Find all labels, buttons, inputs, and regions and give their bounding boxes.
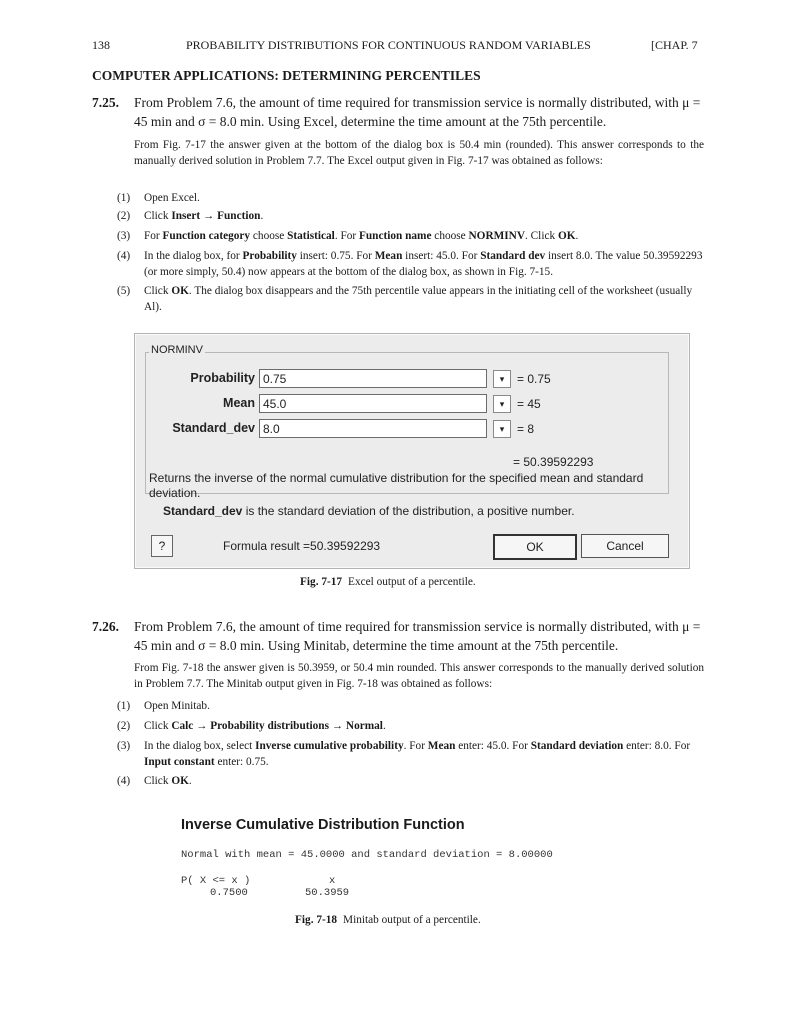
running-title: PROBABILITY DISTRIBUTIONS FOR CONTINUOUS RANDOM VARIABLES bbox=[186, 38, 591, 52]
cancel-button[interactable]: Cancel bbox=[581, 534, 669, 558]
mean-result: = 45 bbox=[517, 397, 541, 411]
page-number: 138 bbox=[92, 38, 110, 52]
problem-statement: From Problem 7.6, the amount of time required for transmission service is normally distributed, with μ = 45 min and σ = 8.0 min. Using Minitab, determine the time amount at the 75th percentile. bbox=[134, 619, 701, 653]
step-item: (2) Click Calc → Probability distributions → Normal. bbox=[117, 720, 386, 732]
argument-description: Standard_dev is the standard deviation of the distribution, a positive number. bbox=[163, 504, 575, 518]
overall-result: = 50.39592293 bbox=[513, 455, 594, 469]
minitab-column-x: x bbox=[329, 875, 336, 887]
step-item: (1) Open Excel. bbox=[117, 192, 200, 204]
step-item: (5) Click OK. The dialog box disappears and the 75th percentile value appears in the initiating cell of the worksheet (usually Al). bbox=[117, 285, 693, 313]
figure-caption: Fig. 7-18 Minitab output of a percentile. bbox=[295, 914, 481, 926]
collapse-dialog-icon[interactable]: ▾ bbox=[493, 370, 511, 388]
standard-dev-label: Standard_dev bbox=[172, 421, 255, 435]
ok-button[interactable]: OK bbox=[493, 534, 577, 560]
mean-input[interactable]: 45.0 bbox=[259, 394, 487, 413]
step-item: (4) In the dialog box, for Probability insert: 0.75. For Mean insert: 45.0. For Standard dev insert 8.0. The value 50.39592293 (or more simply, 50.4) now appears at the bottom of the dialog box, as shown in Fig. 7-15. bbox=[117, 250, 703, 278]
function-description: Returns the inverse of the normal cumulative distribution for the specified mean and standard deviation. bbox=[149, 471, 644, 500]
minitab-value-x: 50.3959 bbox=[305, 887, 350, 899]
collapse-dialog-icon[interactable]: ▾ bbox=[493, 420, 511, 438]
figure-caption: Fig. 7-17 Excel output of a percentile. bbox=[300, 576, 476, 588]
step-item: (3) For Function category choose Statistical. For Function name choose NORMINV. Click OK. bbox=[117, 230, 579, 242]
minitab-output-line: Normal with mean = 45.0000 and standard deviation = 8.00000 bbox=[181, 849, 553, 861]
formula-result: Formula result =50.39592293 bbox=[223, 539, 381, 553]
step-item: (3) In the dialog box, select Inverse cumulative probability. For Mean enter: 45.0. For Standard deviation enter: 8.0. For Input constant enter: 0.75. bbox=[117, 740, 691, 768]
problem-7-25 bbox=[92, 93, 704, 131]
problem-7-26 bbox=[92, 617, 704, 655]
problem-number: 7.26. bbox=[92, 619, 119, 634]
group-title: NORMINV bbox=[151, 344, 203, 356]
collapse-dialog-icon[interactable]: ▾ bbox=[493, 395, 511, 413]
help-icon[interactable]: ? bbox=[151, 535, 173, 557]
step-item: (2) Click Insert → Function. bbox=[117, 210, 264, 222]
section-title: COMPUTER APPLICATIONS: DETERMINING PERCENTILES bbox=[92, 68, 481, 83]
step-item: (1) Open Minitab. bbox=[117, 700, 210, 712]
probability-result: = 0.75 bbox=[517, 372, 551, 386]
standard-dev-input[interactable]: 8.0 bbox=[259, 419, 487, 438]
step-item: (4) Click OK. bbox=[117, 775, 192, 787]
solution-text: From Fig. 7-18 the answer given is 50.3959, or 50.4 min rounded. This answer corresponds to the manually derived solution in Problem 7.7. The Minitab output given in Fig. 7-18 was obtained as follows: bbox=[134, 662, 704, 690]
probability-input[interactable]: 0.75 bbox=[259, 369, 487, 388]
problem-statement: From Problem 7.6, the amount of time required for transmission service is normally distributed, with μ = 45 min and σ = 8.0 min. Using Excel, determine the time amount at the 75th percentile. bbox=[134, 95, 701, 129]
chapter-label: [CHAP. 7 bbox=[651, 38, 698, 52]
mean-label: Mean bbox=[223, 396, 255, 410]
probability-label: Probability bbox=[190, 371, 255, 385]
norminv-dialog bbox=[134, 333, 690, 569]
problem-number: 7.25. bbox=[92, 95, 119, 110]
minitab-value-p: 0.7500 bbox=[210, 887, 248, 899]
standard-dev-result: = 8 bbox=[517, 422, 535, 436]
minitab-column-p: P( X <= x ) bbox=[181, 875, 251, 887]
minitab-output-title: Inverse Cumulative Distribution Function bbox=[181, 817, 465, 833]
solution-text: From Fig. 7-17 the answer given at the bottom of the dialog box is 50.4 min (rounded). This answer corresponds to the manually derived solution in Problem 7.7. The Excel output given in Fig. 7-17 was obtained as follows: bbox=[134, 139, 704, 167]
